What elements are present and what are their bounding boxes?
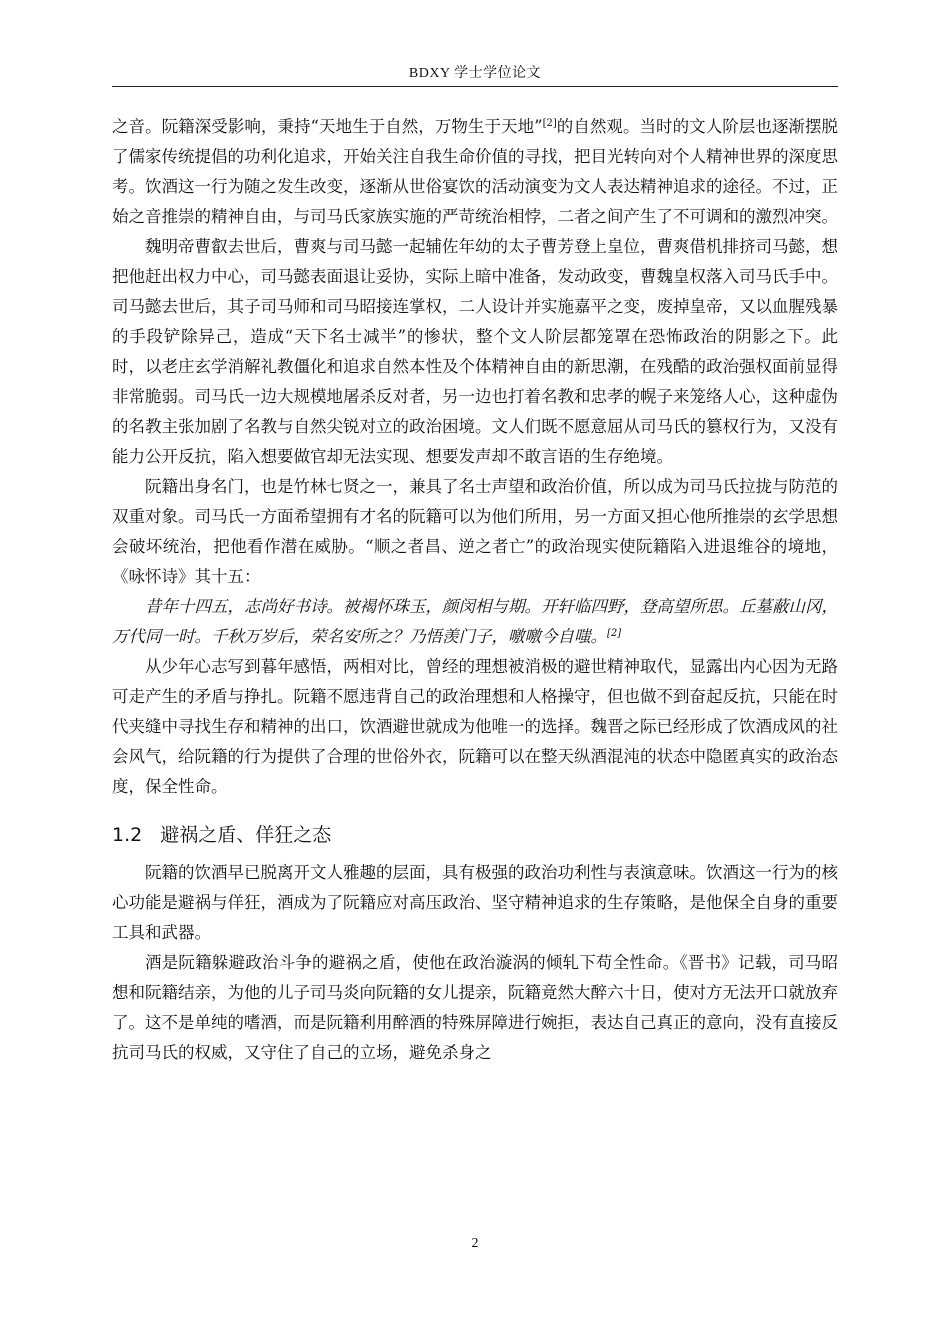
section-number: 1.2 (112, 824, 143, 846)
citation-marker: [2] (542, 118, 557, 129)
poem-quote (112, 592, 838, 652)
paragraph-continuation (112, 112, 838, 232)
citation-marker: [2] (607, 628, 622, 639)
poem-text: 昔年十四五，志尚好书诗。被褐怀珠玉，颜闵相与期。开轩临四野，登高望所思。丘墓蔽山冈，万代同一时。千秋万岁后，荣名安所之？乃悟羡门子，噭噭今自嗤。 (112, 597, 838, 646)
paragraph: 酒是阮籍躲避政治斗争的避祸之盾，使他在政治漩涡的倾轧下苟全性命。《晋书》记载，司马昭想和阮籍结亲，为他的儿子司马炎向阮籍的女儿提亲，阮籍竟然大醉六十日，使对方无法开口就放弃了。这不是单纯的嗜酒，而是阮籍利用醉酒的特殊屏障进行婉拒，表达自己真正的意向，没有直接反抗司马氏的权威，又守住了自己的立场，避免杀身之 (112, 953, 838, 1062)
paragraph-text: 的自然观。当时的文人阶层也逐渐摆脱了儒家传统提倡的功利化追求，开始关注自我生命价值的寻找，把目光转向对个人精神世界的深度思考。饮酒这一行为随之发生改变，逐渐从世俗宴饮的活动演变为文人表达精神追求的途径。不过，正始之音推崇的精神自由，与司马氏家族实施的严苛统治相悖，二者之间产生了不可调和的激烈冲突。 (112, 117, 839, 226)
paragraph: 阮籍的饮酒早已脱离开文人雅趣的层面，具有极强的政治功利性与表演意味。饮酒这一行为的核心功能是避祸与佯狂，酒成为了阮籍应对高压政治、坚守精神追求的生存策略，是他保全自身的重要工具和武器。 (112, 863, 838, 942)
paragraph-text: 之音。阮籍深受影响，秉持“天地生于自然，万物生于天地” (112, 117, 543, 136)
section-heading (112, 820, 838, 850)
section-title: 避祸之盾、佯狂之态 (160, 824, 332, 846)
paragraph: 从少年心志写到暮年感悟，两相对比，曾经的理想被消极的避世精神取代，显露出内心因为无路可走产生的矛盾与挣扎。阮籍不愿违背自己的政治理想和人格操守，但也做不到奋起反抗，只能在时代夹缝中寻找生存和精神的出口，饮酒避世就成为他唯一的选择。魏晋之际已经形成了饮酒成风的社会风气，给阮籍的行为提供了合理的世俗外衣，阮籍可以在整天纵酒混沌的状态中隐匿真实的政治态度，保全性命。 (112, 657, 838, 796)
header-rule (112, 86, 838, 87)
running-header: BDXY 学士学位论文 (408, 66, 542, 81)
paragraph: 阮籍出身名门，也是竹林七贤之一，兼具了名士声望和政治价值，所以成为司马氏拉拢与防范的双重对象。司马氏一方面希望拥有才名的阮籍可以为他们所用，另一方面又担心他所推崇的玄学思想会破坏统治，把他看作潜在威胁。“顺之者昌、逆之者亡”的政治现实使阮籍陷入进退维谷的境地，《咏怀诗》其十五： (112, 477, 838, 586)
page-number: 2 (471, 1236, 479, 1251)
page-body (112, 112, 838, 1068)
paragraph: 魏明帝曹叡去世后，曹爽与司马懿一起辅佐年幼的太子曹芳登上皇位，曹爽借机排挤司马懿，想把他赶出权力中心，司马懿表面退让妥协，实际上暗中准备，发动政变，曹魏皇权落入司马氏手中。司马懿去世后，其子司马师和司马昭接连掌权，二人设计并实施嘉平之变，废掉皇帝，又以血腥残暴的手段铲除异己，造成“天下名士减半”的惨状，整个文人阶层都笼罩在恐怖政治的阴影之下。此时，以老庄玄学消解礼教僵化和追求自然本性及个体精神自由的新思潮，在残酷的政治强权面前显得非常脆弱。司马氏一边大规模地屠杀反对者，另一边也打着名教和忠孝的幌子来笼络人心，这种虚伪的名教主张加剧了名教与自然尖锐对立的政治困境。文人们既不愿意屈从司马氏的篡权行为，又没有能力公开反抗，陷入想要做官却无法实现、想要发声却不敢言语的生存绝境。 (112, 237, 838, 466)
